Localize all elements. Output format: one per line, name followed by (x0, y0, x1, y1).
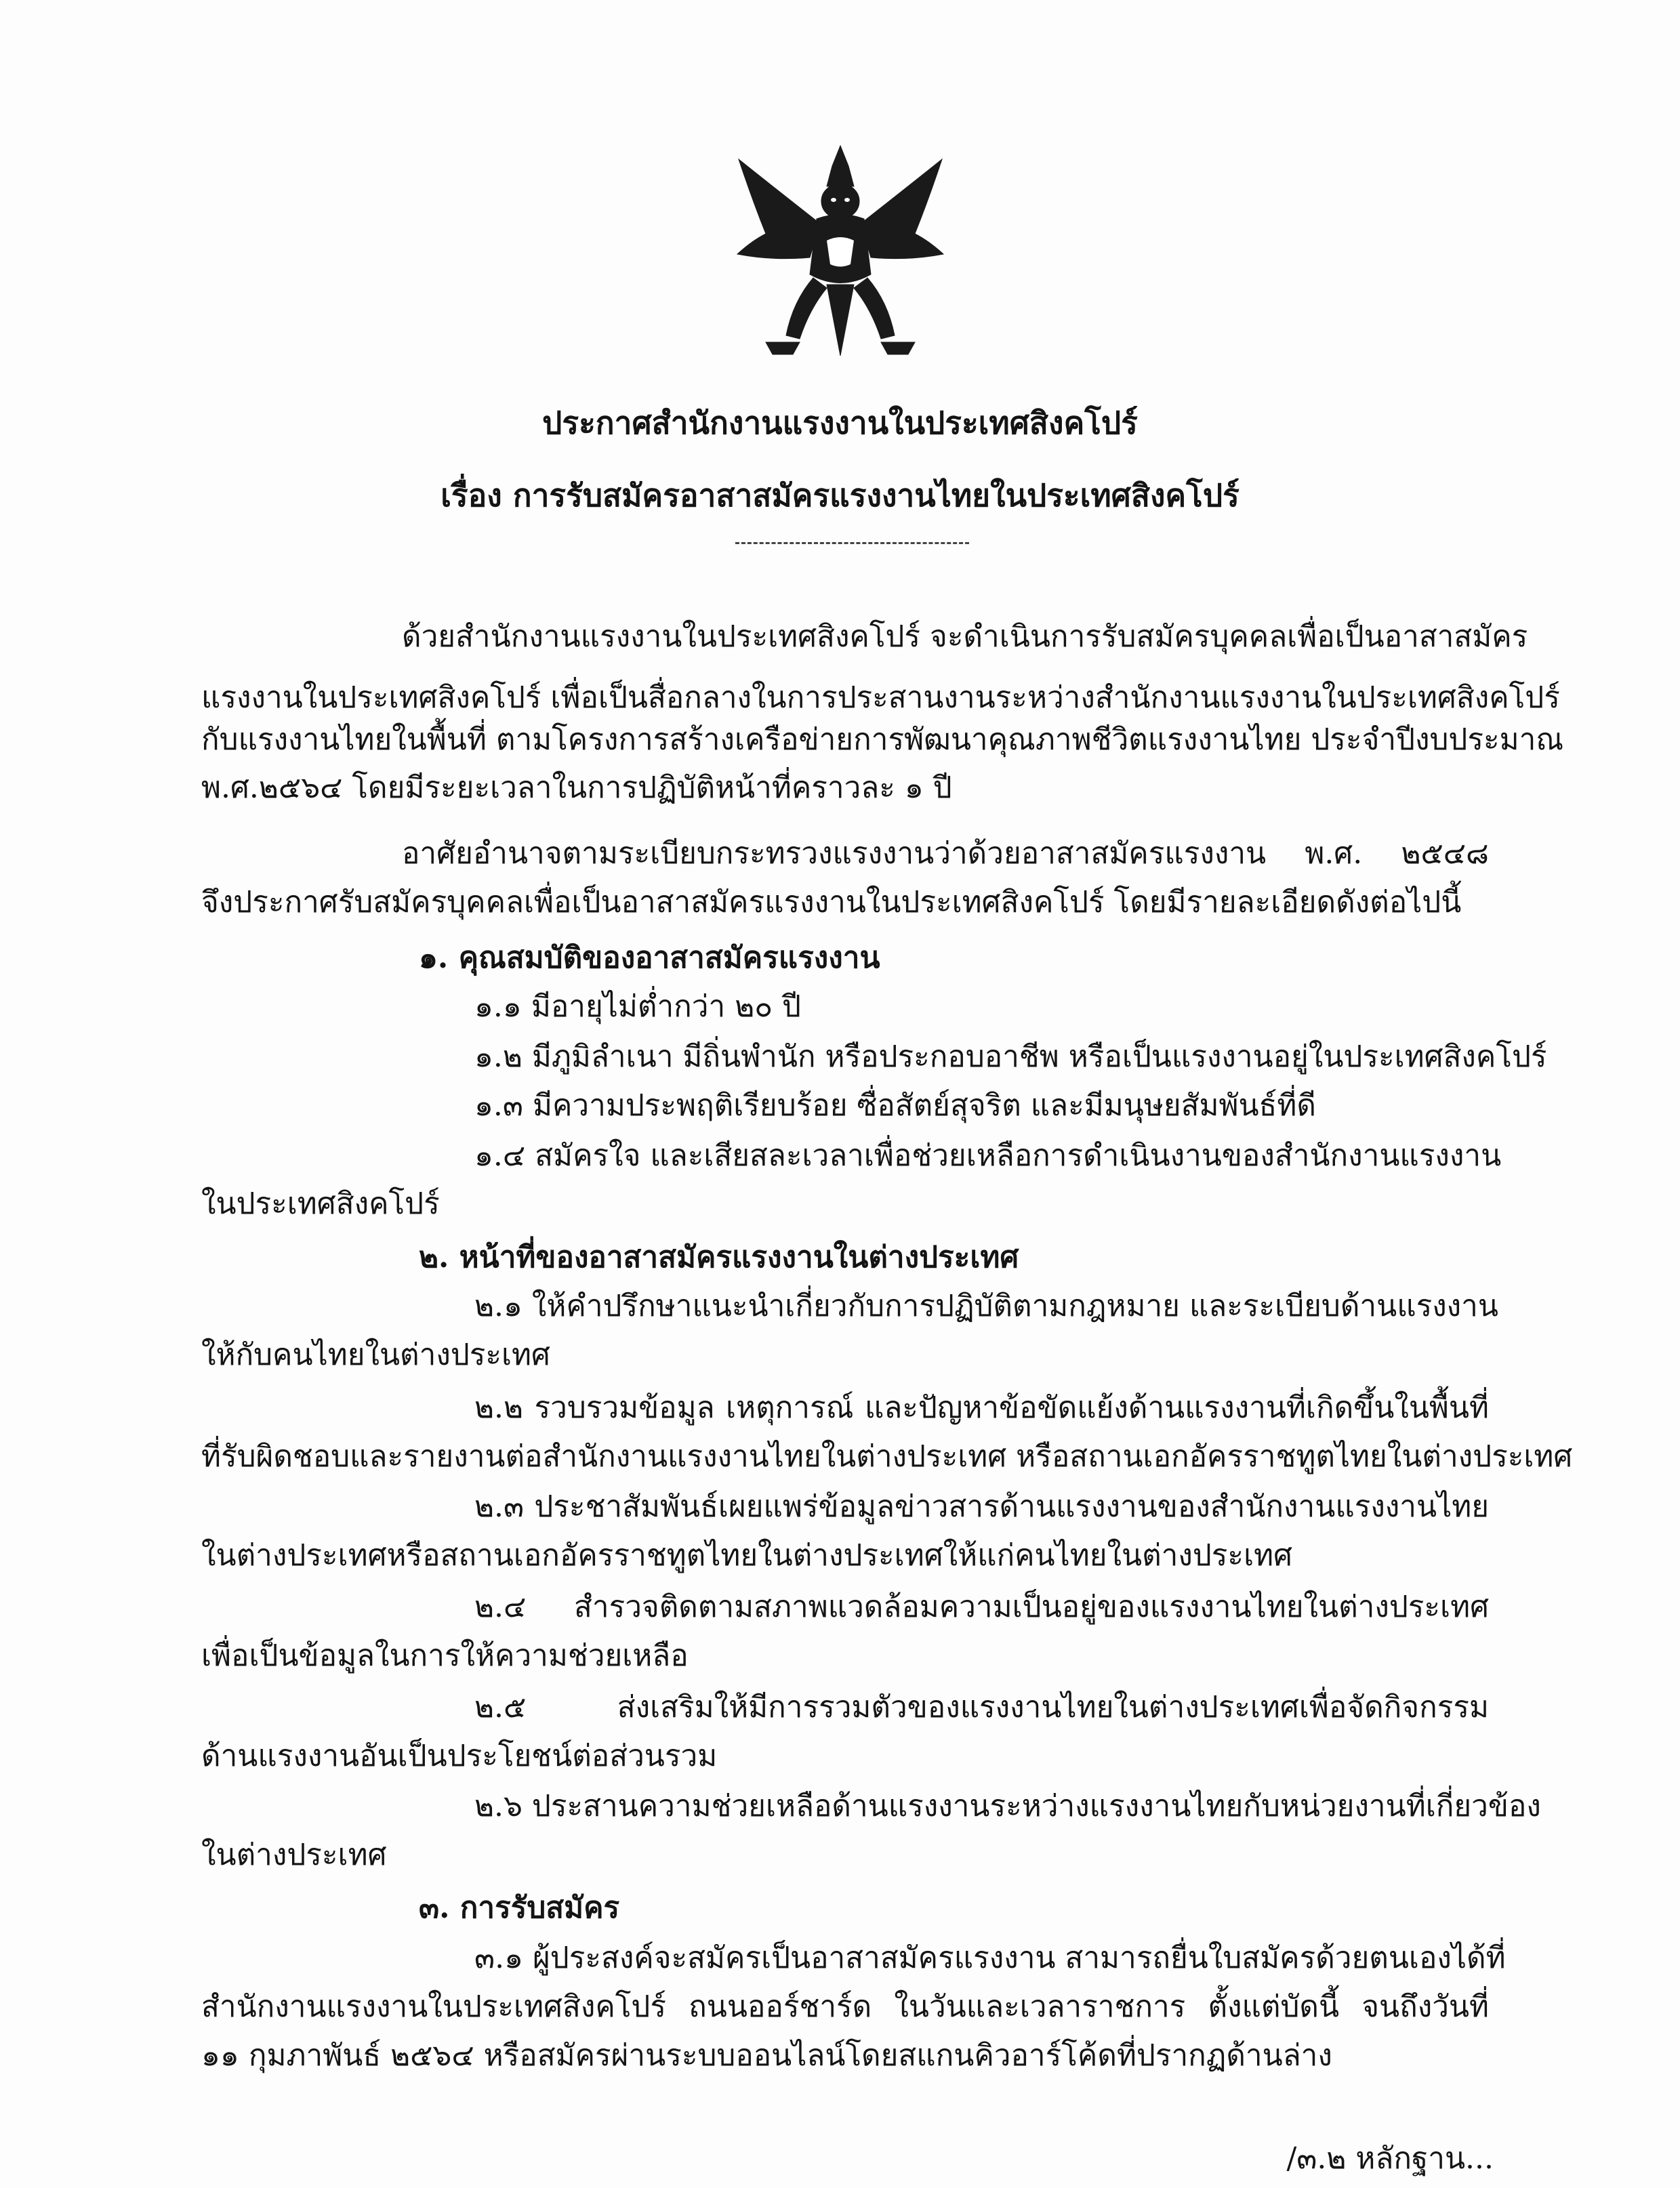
list-item: ๑.๒ มีภูมิลำเนา มีถิ่นพำนัก หรือประกอบอาชีพ หรือเป็นแรงงานอยู่ในประเทศสิงคโปร์ (474, 1039, 1547, 1074)
list-item: ๒.๕ ส่งเสริมให้มีการรวมตัวของแรงงานไทยในต่างประเทศเพื่อจัดกิจกรรม (474, 1690, 1489, 1725)
text-line: ๑๑ กุมภาพันธ์ ๒๕๖๔ หรือสมัครผ่านระบบออนไลน์โดยสแกนคิวอาร์โค้ดที่ปรากฏด้านล่าง (201, 2038, 1332, 2073)
garuda-emblem-icon (725, 139, 956, 363)
text-line: แรงงานในประเทศสิงคโปร์ เพื่อเป็นสื่อกลางในการประสานงานระหว่างสำนักงานแรงงานในประเทศสิงคโปร์ (201, 680, 1560, 715)
text-line: ในต่างประเทศหรือสถานเอกอัครราชทูตไทยในต่างประเทศให้แก่คนไทยในต่างประเทศ (201, 1538, 1293, 1573)
text-line: อาศัยอำนาจตามระเบียบกระทรวงแรงงานว่าด้วยอาสาสมัครแรงงาน พ.ศ. ๒๕๔๘ (402, 836, 1489, 871)
list-item: ๑.๑ มีอายุไม่ต่ำกว่า ๒๐ ปี (474, 989, 801, 1024)
list-item: ๒.๓ ประชาสัมพันธ์เผยแพร่ข้อมูลข่าวสารด้านแรงงานของสำนักงานแรงงานไทย (474, 1489, 1489, 1524)
text-line: เพื่อเป็นข้อมูลในการให้ความช่วยเหลือ (201, 1638, 689, 1673)
section-heading: ๑. คุณสมบัติของอาสาสมัครแรงงาน (419, 941, 880, 975)
text-line: ด้านแรงงานอันเป็นประโยชน์ต่อส่วนรวม (201, 1739, 718, 1773)
list-item: ๒.๔ สำรวจติดตามสภาพแวดล้อมความเป็นอยู่ของแรงงานไทยในต่างประเทศ (474, 1590, 1489, 1624)
announcement-subject: เรื่อง การรับสมัครอาสาสมัครแรงงานไทยในประเทศสิงคโปร์ (441, 477, 1239, 514)
divider (735, 542, 969, 544)
text-line: ด้วยสำนักงานแรงงานในประเทศสิงคโปร์ จะดำเนินการรับสมัครบุคคลเพื่อเป็นอาสาสมัคร (402, 619, 1528, 654)
text-line: สำนักงานแรงงานในประเทศสิงคโปร์ ถนนออร์ชาร์ด ในวันและเวลาราชการ ตั้งแต่บัดนี้ จนถึงวันที่ (201, 1989, 1489, 2024)
text-line: ในประเทศสิงคโปร์ (201, 1186, 440, 1221)
text-line: ที่รับผิดชอบและรายงานต่อสำนักงานแรงงานไทยในต่างประเทศ หรือสถานเอกอัครราชทูตไทยในต่างประเทศ (201, 1439, 1573, 1474)
text-line: พ.ศ.๒๕๖๔ โดยมีระยะเวลาในการปฏิบัติหน้าที่คราวละ ๑ ปี (201, 770, 952, 805)
text-line: กับแรงงานไทยในพื้นที่ ตามโครงการสร้างเครือข่ายการพัฒนาคุณภาพชีวิตแรงงานไทย ประจำปีงบประมาณ (201, 722, 1564, 757)
text-line: ให้กับคนไทยในต่างประเทศ (201, 1338, 550, 1372)
list-item: ๑.๔ สมัครใจ และเสียสละเวลาเพื่อช่วยเหลือการดำเนินงานของสำนักงานแรงงาน (474, 1138, 1502, 1173)
announcement-title: ประกาศสำนักงานแรงงานในประเทศสิงคโปร์ (542, 405, 1138, 441)
section-heading: ๓. การรับสมัคร (419, 1891, 620, 1925)
list-item: ๒.๖ ประสานความช่วยเหลือด้านแรงงานระหว่างแรงงานไทยกับหน่วยงานที่เกี่ยวข้อง (474, 1789, 1541, 1823)
text-line: จึงประกาศรับสมัครบุคคลเพื่อเป็นอาสาสมัครแรงงานในประเทศสิงคโปร์ โดยมีรายละเอียดดังต่อไปนี้ (201, 885, 1462, 920)
list-item: ๓.๑ ผู้ประสงค์จะสมัครเป็นอาสาสมัครแรงงาน สามารถยื่นใบสมัครด้วยตนเองได้ที่ (474, 1941, 1506, 1975)
list-item: ๒.๒ รวบรวมข้อมูล เหตุการณ์ และปัญหาข้อขัดแย้งด้านแรงงานที่เกิดขึ้นในพื้นที่ (474, 1390, 1489, 1425)
list-item: ๑.๓ มีความประพฤติเรียบร้อย ซื่อสัตย์สุจริต และมีมนุษยสัมพันธ์ที่ดี (474, 1088, 1316, 1123)
page-continuation: /๓.๒ หลักฐาน... (1286, 2141, 1494, 2176)
section-heading: ๒. หน้าที่ของอาสาสมัครแรงงานในต่างประเทศ (419, 1240, 1019, 1275)
list-item: ๒.๑ ให้คำปรึกษาแนะนำเกี่ยวกับการปฏิบัติตามกฎหมาย และระเบียบด้านแรงงาน (474, 1289, 1498, 1323)
text-line: ในต่างประเทศ (201, 1838, 387, 1872)
